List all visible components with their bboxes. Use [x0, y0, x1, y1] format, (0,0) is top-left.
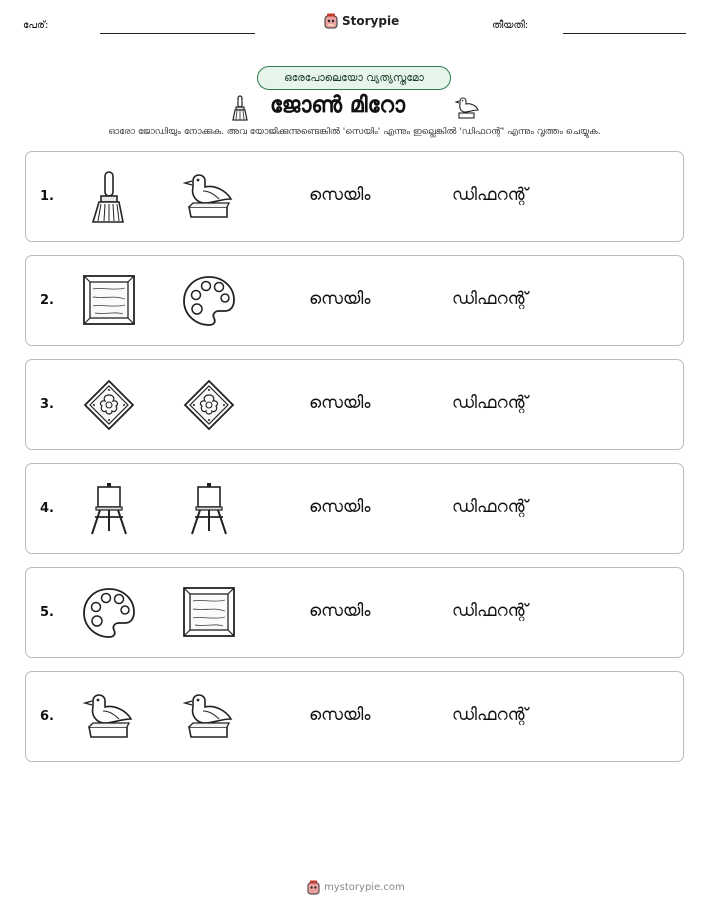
question-number: 4.: [40, 501, 54, 516]
easel-icon: [181, 481, 237, 537]
bird-sculpture-icon: [181, 169, 237, 225]
title-row: [0, 93, 709, 123]
different-option[interactable]: ഡിഫറന്റ്: [452, 705, 528, 725]
question-row: [25, 151, 684, 242]
different-option[interactable]: ഡിഫറന്റ്: [452, 289, 528, 309]
question-number: 6.: [40, 709, 54, 724]
framed-canvas-icon: [81, 273, 137, 329]
question-row: [25, 567, 684, 658]
paintbrush-icon: [230, 95, 250, 121]
paintbrush-icon: [81, 169, 137, 225]
palette-icon: [81, 585, 137, 641]
brand-name: Storypie: [342, 14, 400, 28]
bird-sculpture-icon: [454, 95, 480, 121]
question-row: [25, 671, 684, 762]
storypie-mascot-icon: [324, 13, 338, 29]
question-row: [25, 255, 684, 346]
date-label: തീയതി:: [492, 20, 529, 31]
tile-icon: [81, 377, 137, 433]
question-row: [25, 463, 684, 554]
question-row: [25, 359, 684, 450]
question-number: 2.: [40, 293, 54, 308]
name-label: പേര്:: [23, 20, 49, 31]
different-option[interactable]: ഡിഫറന്റ്: [452, 601, 528, 621]
same-option[interactable]: സെയിം: [309, 705, 371, 725]
bird-sculpture-icon: [181, 689, 237, 745]
worksheet-type-badge: ഒരേപോലെയോ വ്യത്യസ്തമോ: [257, 66, 451, 90]
same-option[interactable]: സെയിം: [309, 393, 371, 413]
same-option[interactable]: സെയിം: [309, 185, 371, 205]
different-option[interactable]: ഡിഫറന്റ്: [452, 185, 528, 205]
same-option[interactable]: സെയിം: [309, 497, 371, 517]
storypie-mascot-icon: [307, 880, 320, 895]
question-number: 5.: [40, 605, 54, 620]
brand-logo: [324, 13, 399, 29]
framed-canvas-icon: [181, 585, 237, 641]
instructions: ഓരോ ജോഡിയും നോക്കുക. അവ യോജിക്കുന്നുണ്ടെങ്കിൽ 'സെയിം' എന്നും ഇല്ലെങ്കിൽ 'ഡിഫറന്റ്' എന്നും വൃത്തം ചെയ്യുക.: [108, 127, 601, 137]
date-line[interactable]: [563, 33, 686, 34]
palette-icon: [181, 273, 237, 329]
same-option[interactable]: സെയിം: [309, 601, 371, 621]
different-option[interactable]: ഡിഫറന്റ്: [452, 497, 528, 517]
footer: [307, 880, 405, 895]
tile-icon: [181, 377, 237, 433]
page-title: ജോൺ മിറോ: [270, 93, 406, 118]
same-option[interactable]: സെയിം: [309, 289, 371, 309]
question-number: 1.: [40, 189, 54, 204]
footer-url: mystorypie.com: [324, 882, 405, 893]
different-option[interactable]: ഡിഫറന്റ്: [452, 393, 528, 413]
bird-sculpture-icon: [81, 689, 137, 745]
question-number: 3.: [40, 397, 54, 412]
easel-icon: [81, 481, 137, 537]
name-line[interactable]: [100, 33, 255, 34]
